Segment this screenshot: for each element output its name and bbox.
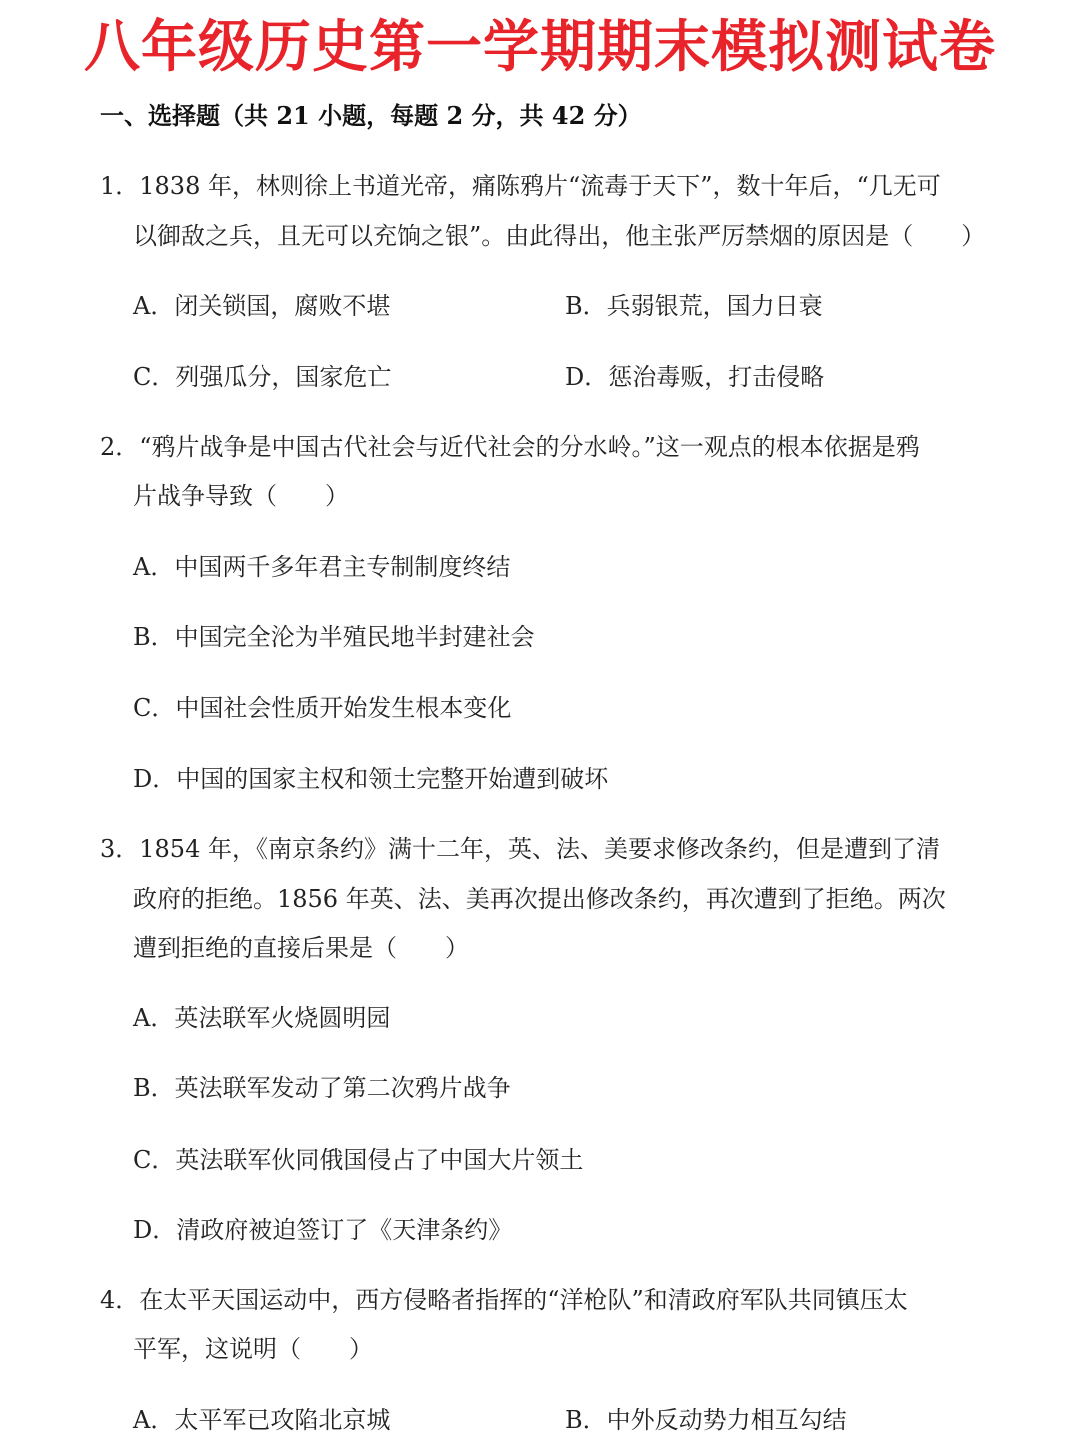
question-2-option-b: B．中国完全沦为半殖民地半封建社会 bbox=[133, 623, 535, 651]
question-1-line-2: 以御敌之兵，且无可以充饷之银”。由此得出，他主张严厉禁烟的原因是（ ） bbox=[133, 222, 986, 250]
question-3-line-2: 政府的拒绝。1856 年英、法、美再次提出修改条约，再次遭到了拒绝。两次 bbox=[133, 885, 946, 913]
question-2-option-d: D．中国的国家主权和领土完整开始遭到破坏 bbox=[133, 765, 609, 793]
exam-title: 八年级历史第一学期期末模拟测试卷 bbox=[84, 15, 996, 80]
question-4-option-b: B．中外反动势力相互勾结 bbox=[565, 1406, 847, 1434]
question-2-line-2: 片战争导致（ ） bbox=[133, 482, 349, 510]
question-4-line-2: 平军，这说明（ ） bbox=[133, 1335, 373, 1363]
question-3-line-3: 遭到拒绝的直接后果是（ ） bbox=[133, 934, 469, 962]
question-2-line-1: 2．“鸦片战争是中国古代社会与近代社会的分水岭。”这一观点的根本依据是鸦 bbox=[100, 433, 920, 461]
question-4-option-a: A．太平军已攻陷北京城 bbox=[133, 1406, 391, 1434]
question-2-option-a: A．中国两千多年君主专制制度终结 bbox=[133, 553, 511, 581]
question-4-line-1: 4．在太平天国运动中，西方侵略者指挥的“洋枪队”和清政府军队共同镇压太 bbox=[100, 1286, 908, 1314]
question-1-option-d: D．惩治毒贩，打击侵略 bbox=[565, 363, 825, 391]
question-3-line-1: 3．1854 年，《南京条约》满十二年，英、法、美要求修改条约，但是遭到了清 bbox=[100, 835, 940, 863]
question-1-option-b: B．兵弱银荒，国力日衰 bbox=[565, 292, 823, 320]
question-3-option-d: D．清政府被迫签订了《天津条约》 bbox=[133, 1216, 513, 1244]
question-1-option-c: C．列强瓜分，国家危亡 bbox=[133, 363, 392, 391]
question-3-option-b: B．英法联军发动了第二次鸦片战争 bbox=[133, 1074, 511, 1102]
question-1-option-a: A．闭关锁国，腐败不堪 bbox=[133, 292, 391, 320]
section-heading: 一、选择题（共 21 小题，每题 2 分，共 42 分） bbox=[100, 101, 642, 130]
question-3-option-a: A．英法联军火烧圆明园 bbox=[133, 1004, 391, 1032]
question-1-line-1: 1．1838 年，林则徐上书道光帝，痛陈鸦片“流毒于天下”，数十年后，“几无可 bbox=[100, 172, 941, 200]
question-3-option-c: C．英法联军伙同俄国侵占了中国大片领土 bbox=[133, 1146, 584, 1174]
question-2-option-c: C．中国社会性质开始发生根本变化 bbox=[133, 694, 512, 722]
